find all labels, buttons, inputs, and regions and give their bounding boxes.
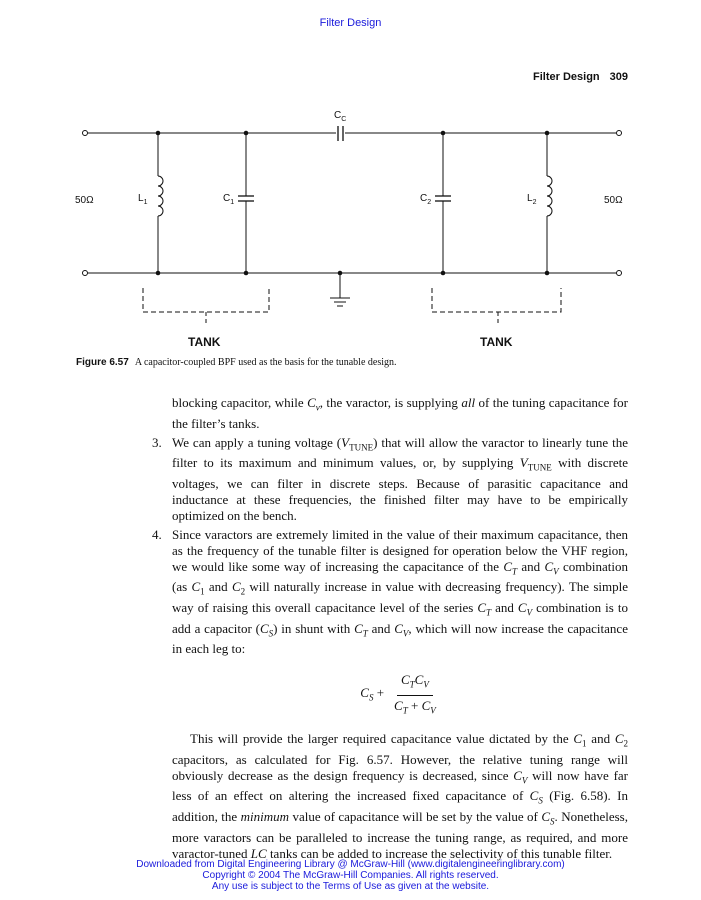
label-l2: $L_2$	[527, 193, 537, 206]
node-c2-bottom	[441, 271, 446, 276]
node-c1-bottom	[244, 271, 249, 276]
list-number: 3.	[152, 434, 162, 450]
page-number: 309	[609, 71, 628, 83]
running-head	[533, 71, 628, 83]
footer-terms-link[interactable]: Any use is subject to the Terms of Use as given at the website.	[211, 881, 490, 892]
formula-denominator: $C_T + C_V$	[394, 697, 436, 716]
body-text	[152, 395, 628, 862]
capacitance-formula: $C_S$ + $\frac{C_TC_V}{C_T + C_V}$	[172, 666, 628, 724]
running-title: Filter Design	[533, 71, 600, 83]
paragraph-continued: blocking capacitor, while $C_v$, the varactor, is supplying all of the tuning capacitance for the filter’s tanks.	[172, 395, 628, 431]
footer-copyright: Copyright © 2004 The McGraw-Hill Companies. All rights reserved.	[202, 870, 499, 881]
list-item-3	[152, 434, 628, 524]
list-item-4	[152, 526, 628, 657]
figure-caption-label: Figure 6.57	[76, 357, 129, 368]
circuit-diagram	[0, 100, 701, 352]
label-tank-left: TANK	[188, 335, 221, 349]
label-c2: $C_2$	[420, 193, 432, 206]
formula-numerator: $C_TC_V$	[397, 672, 433, 696]
formula-fraction	[390, 672, 440, 718]
figure-caption-text: A capacitor-coupled BPF used as the basis for the tunable design.	[134, 357, 397, 368]
l1-coil	[158, 176, 163, 216]
node-c1-top	[244, 131, 249, 136]
tank-left-bracket	[143, 288, 269, 312]
figure-caption	[76, 357, 397, 368]
node-l2-bottom	[545, 271, 550, 276]
top-link[interactable]: Filter Design	[319, 17, 382, 29]
label-c1: $C_1$	[223, 193, 235, 206]
label-left-ohm: 50Ω	[75, 195, 94, 206]
label-cc: $C_C$	[334, 110, 347, 123]
terminal-bottom-right	[617, 271, 622, 276]
label-tank-right: TANK	[480, 335, 513, 349]
node-l2-top	[545, 131, 550, 136]
node-ground	[338, 271, 343, 276]
list-item-text: Since varactors are extremely limited in the value of their maximum capacitance, then as the frequency of the tunable filter is designed for operation below the VHF region, we would like some way of increasing the capacitance of the $C_T$ and $C_V$ combination (as $C_1$ and $C_2$ will naturally increase in value with decreasing frequency). The simple way of raising this overall capacitance level of the series $C_T$ and $C_V$ combination is to add a capacitor $(C_S)$ in shunt with $C_T$ and $C_V$, which will now increase the capacitance in each leg to:	[172, 526, 628, 657]
terminal-top-left	[83, 131, 88, 136]
node-l1-bottom	[156, 271, 161, 276]
label-l1: $L_1$	[138, 193, 148, 206]
terminal-top-right	[617, 131, 622, 136]
list-number: 4.	[152, 526, 162, 542]
tank-right-bracket	[432, 288, 561, 312]
paragraph-after-formula: This will provide the larger required capacitance value dictated by the $C_1$ and $C_2$ capacitors, as calculated for Fig. 6.57. However, the relative tuning range will obviously decrease as the design frequency is decreased, since $C_V$ will now have far less of an effect on altering the increased fixed capacitance of $C_S$ (Fig. 6.58). In addition, the minimum value of capacitance will be set by the value of $C_S$. Nonetheless, more varactors can be paralleled to increase the tuning range, as required, and more varactor-tuned LC tanks can be added to increase the selectivity of this tunable filter.	[172, 731, 628, 861]
label-right-ohm: 50Ω	[604, 195, 623, 206]
list-item-text: We can apply a tuning voltage $(V_{TUNE})$ that will allow the varactor to linearly tune the filter to its maximum and minimum values, or, by supplying $V_{TUNE}$ with discrete voltages, we can filter in discrete steps. Because of parasitic capacitance and inductance at these frequencies, the finished filter may have to be empirically optimized on the bench.	[172, 434, 628, 523]
l2-coil	[547, 176, 552, 216]
footer-download-link[interactable]: Downloaded from Digital Engineering Library @ McGraw-Hill (www.digitalengineeringlibrary.com)	[136, 859, 565, 870]
node-l1-top	[156, 131, 161, 136]
node-c2-top	[441, 131, 446, 136]
terminal-bottom-left	[83, 271, 88, 276]
